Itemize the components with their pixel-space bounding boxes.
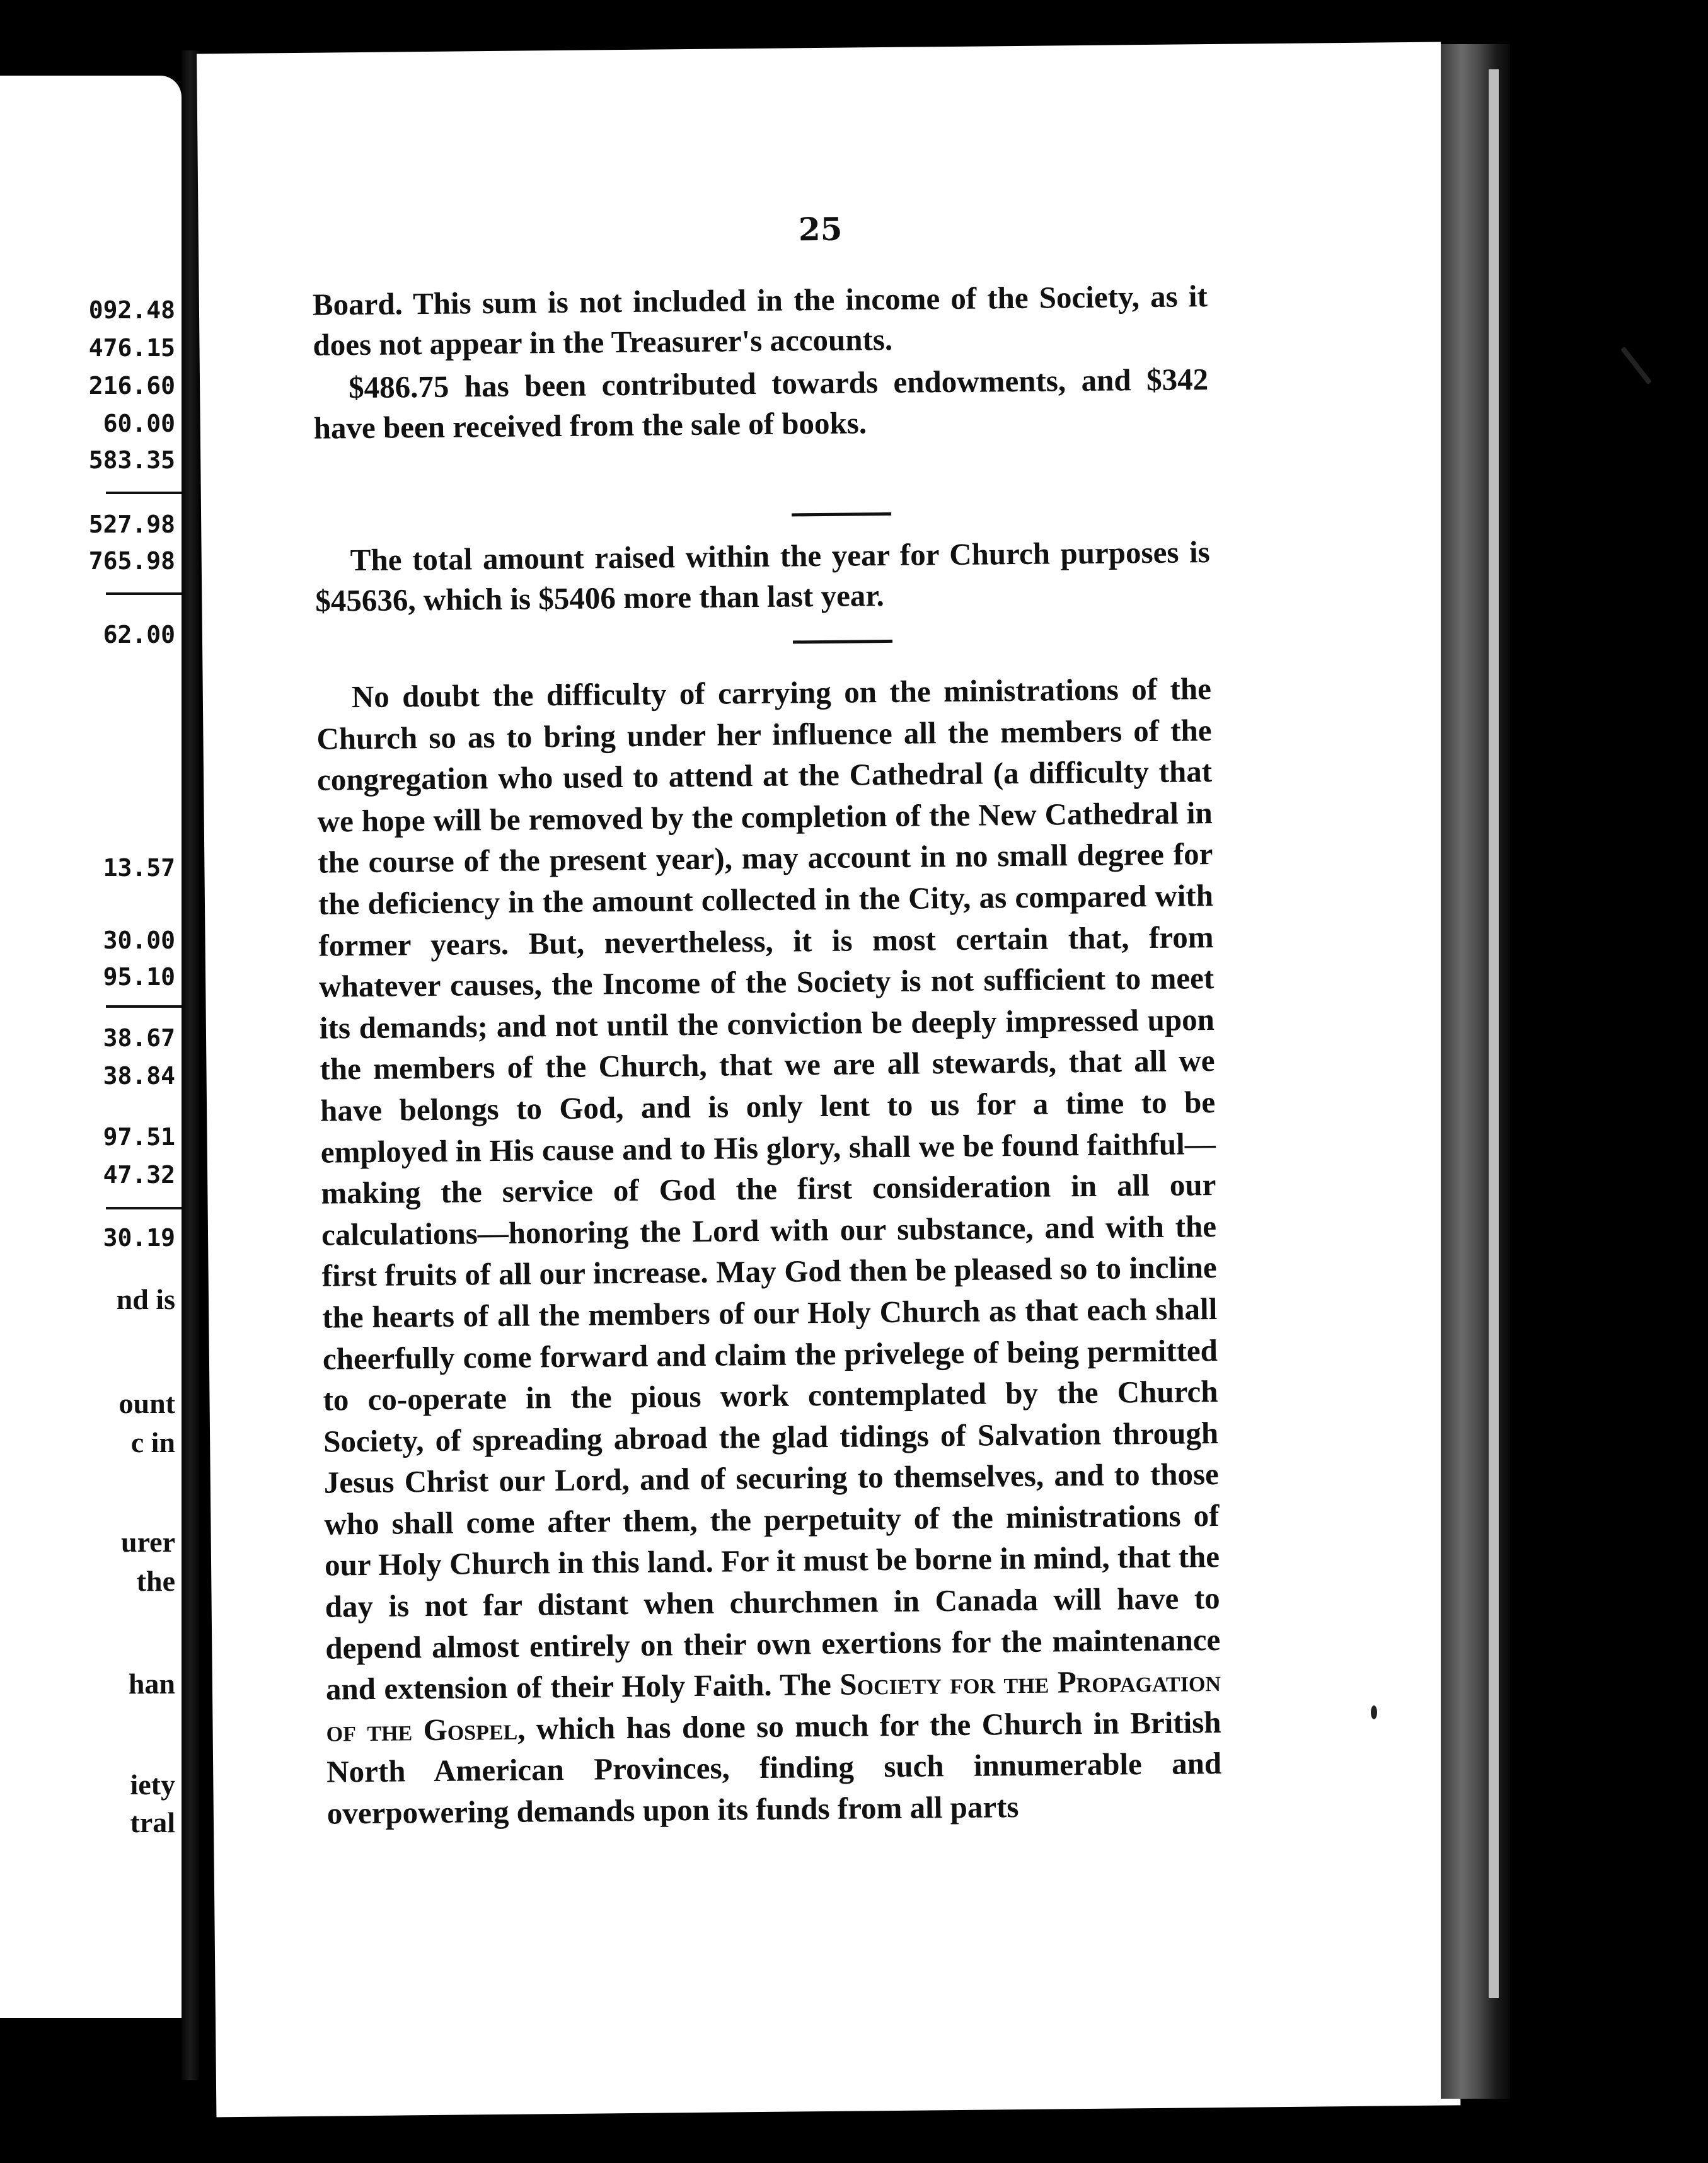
paragraph: The total amount raised within the year for Church purposes is $45636, which is $5406 more than last year. — [315, 534, 1210, 618]
paragraph — [316, 668, 1223, 1834]
section-rule — [793, 640, 892, 644]
book-page — [197, 42, 1460, 2118]
book-gutter — [182, 50, 199, 2080]
paragraph-text: No doubt the difficulty of carrying on the ministrations of the Church so as to bring under her influence all the members of the congregation who used to attend at the Cathedral (a difficulty that we hope will be removed by the completion of the New Cathedral in the course of the present year), may account in no small degree for the deficiency in the amount collected in the City, as compared with former years. But, nevertheless, it is most certain that, from whatever causes, the Income of the Society is not sufficient to meet its demands; and not until the conviction be deeply impressed upon the members of the Church, that we are all stewards, that all we have belongs to God, and is only lent to us for a time to be employed in His cause and to His glory, shall we be found faithful—making the service of God the first consideration in all our calculations—honoring the Lord with our substance, and with the first fruits of all our increase. May God then be pleased so to incline the hearts of all the members of our Holy Church as that each shall cheerfully come forward and claim the privelege of being permitted to co-operate in the pious work contemplated by the Church Society, of spreading abroad the glad tidings of Salvation through Jesus Christ our Lord, and of securing to themselves, and to those who shall come after them, the perpetuity of the ministrations of our Holy Church in this land. For it must be borne in mind, that the day is not far distant when churchmen in Canada will have to depend almost entirely on their own exertions for the maintenance and extension of their Holy Faith. The — [316, 671, 1221, 1707]
section-rule — [792, 512, 891, 517]
left-text: c in — [130, 1426, 175, 1458]
left-figure: 60.00 — [103, 410, 175, 437]
left-rule — [106, 592, 182, 595]
top-paragraphs — [313, 276, 1209, 449]
left-figure: 765.98 — [88, 547, 175, 575]
left-text: nd is — [116, 1283, 175, 1315]
paragraph: Board. This sum is not included in the income of the Society, as it does not appear in the Treasurer's accounts. — [312, 279, 1208, 362]
left-figure: 13.57 — [103, 854, 175, 882]
main-paragraph-block — [316, 668, 1223, 1834]
page-edges — [1441, 44, 1510, 2099]
left-text: urer — [120, 1526, 175, 1558]
left-figure: 30.00 — [103, 926, 175, 954]
left-rule — [106, 1005, 182, 1008]
society-name: Society for the Propagation of the Gospel — [326, 1663, 1221, 1748]
left-text: han — [128, 1668, 175, 1700]
paragraph: $486.75 has been contributed towards endowments, and $342 have been received from the sale of books. — [313, 362, 1209, 446]
previous-page-fragment — [0, 76, 182, 2018]
scan-speck — [1371, 1705, 1377, 1719]
left-figure: 527.98 — [88, 510, 175, 538]
left-figure: 216.60 — [88, 372, 175, 400]
left-figure: 97.51 — [103, 1123, 175, 1151]
left-text: ount — [118, 1387, 175, 1419]
left-figure: 47.32 — [103, 1161, 175, 1189]
left-text: iety — [130, 1768, 175, 1801]
total-paragraph-block — [314, 532, 1210, 621]
left-figure: 38.84 — [103, 1062, 175, 1090]
page-edge-highlight — [1489, 69, 1499, 1998]
left-text: tral — [130, 1806, 175, 1838]
left-figure: 62.00 — [103, 621, 175, 649]
left-text: the — [136, 1565, 175, 1597]
left-rule — [106, 1207, 182, 1209]
left-figure: 95.10 — [103, 963, 175, 991]
left-figure: 38.67 — [103, 1024, 175, 1052]
left-rule — [106, 492, 182, 494]
left-figure: 092.48 — [88, 296, 175, 324]
scan-speck — [1620, 347, 1651, 384]
left-figure: 30.19 — [103, 1224, 175, 1252]
left-figure: 476.15 — [88, 334, 175, 362]
paragraph-tail: , which has done so much for the Church in British North American Provinces, finding such innumerable and overpowering demands upon its funds from all parts — [326, 1704, 1222, 1831]
page-number: 25 — [798, 210, 843, 248]
left-figure: 583.35 — [88, 446, 175, 474]
